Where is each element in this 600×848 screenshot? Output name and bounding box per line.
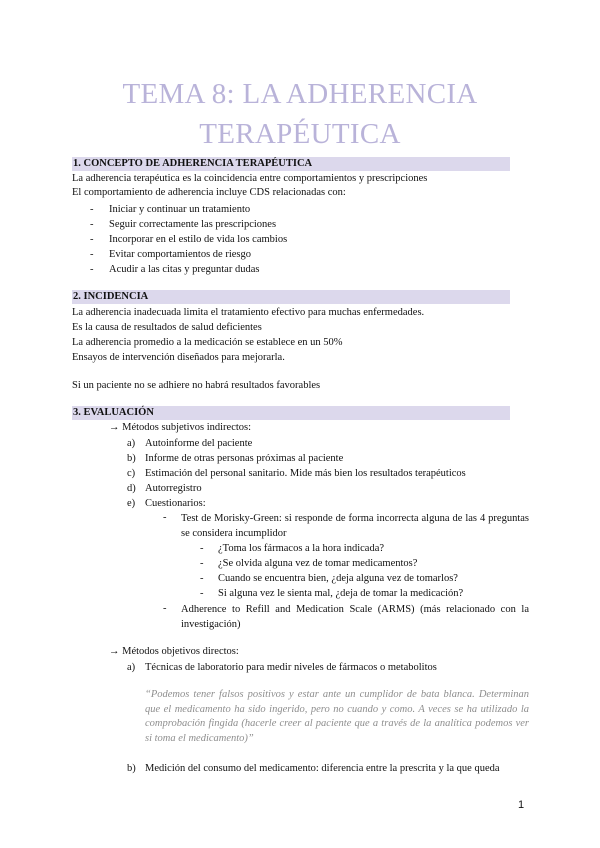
- list-item: Evitar comportamientos de riesgo: [109, 249, 252, 260]
- list-item: Autorregistro: [145, 483, 202, 494]
- paragraph-line: Es la causa de resultados de salud deficientes: [72, 322, 262, 333]
- arms-item: Adherence to Refill and Medication Scale (ARMS) (más relacionado con la investigación): [181, 604, 529, 630]
- dash-bullet: -: [90, 249, 94, 260]
- dash-bullet: -: [90, 219, 94, 230]
- list-letter: a): [127, 438, 136, 449]
- list-item: Acudir a las citas y preguntar dudas: [109, 264, 260, 275]
- page-title-line1: TEMA 8: LA ADHERENCIA: [122, 78, 478, 110]
- dash-bullet: -: [200, 543, 204, 554]
- list-item: Técnicas de laboratorio para medir niveles de fármacos o metabolitos: [145, 662, 437, 673]
- dash-bullet: -: [90, 234, 94, 245]
- morisky-green-item: Test de Morisky-Green: si responde de forma incorrecta alguna de las 4 preguntas se considera incumplidor: [181, 513, 529, 539]
- section-heading-evaluacion: 3. EVALUACIÓN: [72, 406, 510, 420]
- dash-bullet: -: [163, 512, 167, 523]
- list-item: Incorporar en el estilo de vida los cambios: [109, 234, 288, 245]
- list-letter: a): [127, 662, 136, 673]
- section-heading-incidencia: 2. INCIDENCIA: [72, 290, 510, 304]
- questionnaire-question: Cuando se encuentra bien, ¿deja alguna vez de tomarlos?: [218, 573, 458, 584]
- list-item: Medición del consumo del medicamento: diferencia entre la prescrita y la que queda: [145, 763, 500, 774]
- paragraph-line: La adherencia terapéutica es la coincidencia entre comportamientos y prescripciones: [72, 173, 428, 184]
- list-item: Informe de otras personas próximas al paciente: [145, 453, 344, 464]
- subjective-methods-label: → Métodos subjetivos indirectos:: [109, 422, 252, 433]
- list-item: Seguir correctamente las prescripciones: [109, 219, 277, 230]
- paragraph-line: Si un paciente no se adhiere no habrá resultados favorables: [72, 380, 321, 391]
- questionnaire-question: Si alguna vez le sienta mal, ¿deja de tomar la medicación?: [218, 588, 464, 599]
- list-letter: c): [127, 468, 136, 479]
- dash-bullet: -: [90, 264, 94, 275]
- dash-bullet: -: [200, 558, 204, 569]
- dash-bullet: -: [163, 603, 167, 614]
- list-item: Estimación del personal sanitario. Mide más bien los resultados terapéuticos: [145, 468, 466, 479]
- dash-bullet: -: [200, 573, 204, 584]
- list-item: Iniciar y continuar un tratamiento: [109, 204, 251, 215]
- page-title-line2: TERAPÉUTICA: [199, 118, 401, 150]
- list-item: Autoinforme del paciente: [145, 438, 253, 449]
- objective-methods-label: → Métodos objetivos directos:: [109, 646, 239, 657]
- list-letter: e): [127, 498, 136, 509]
- quote-block: “Podemos tener falsos positivos y estar ante un cumplidor de bata blanca. Determinan que el medicamento ha sido ingerido, pero no cuando y como. A veces se ha utilizado la comprobación fingida (hacerle creer al paciente que a través de la analítica podemos ver si toma el medicamento)”: [145, 689, 529, 744]
- list-letter: b): [127, 453, 136, 464]
- dash-bullet: -: [200, 588, 204, 599]
- list-letter: d): [127, 483, 136, 494]
- questionnaire-question: ¿Toma los fármacos a la hora indicada?: [218, 543, 385, 554]
- paragraph-line: La adherencia inadecuada limita el tratamiento efectivo para muchas enfermedades.: [72, 307, 425, 318]
- list-letter: b): [127, 763, 136, 774]
- list-item: Cuestionarios:: [145, 498, 206, 509]
- paragraph-line: Ensayos de intervención diseñados para mejorarla.: [72, 352, 285, 363]
- page-number: 1: [518, 799, 525, 811]
- section-heading-concepto: 1. CONCEPTO DE ADHERENCIA TERAPÉUTICA: [72, 157, 510, 171]
- paragraph-line: El comportamiento de adherencia incluye CDS relacionadas con:: [72, 187, 346, 198]
- dash-bullet: -: [90, 204, 94, 215]
- questionnaire-question: ¿Se olvida alguna vez de tomar medicamentos?: [218, 558, 418, 569]
- paragraph-line: La adherencia promedio a la medicación se establece en un 50%: [72, 337, 343, 348]
